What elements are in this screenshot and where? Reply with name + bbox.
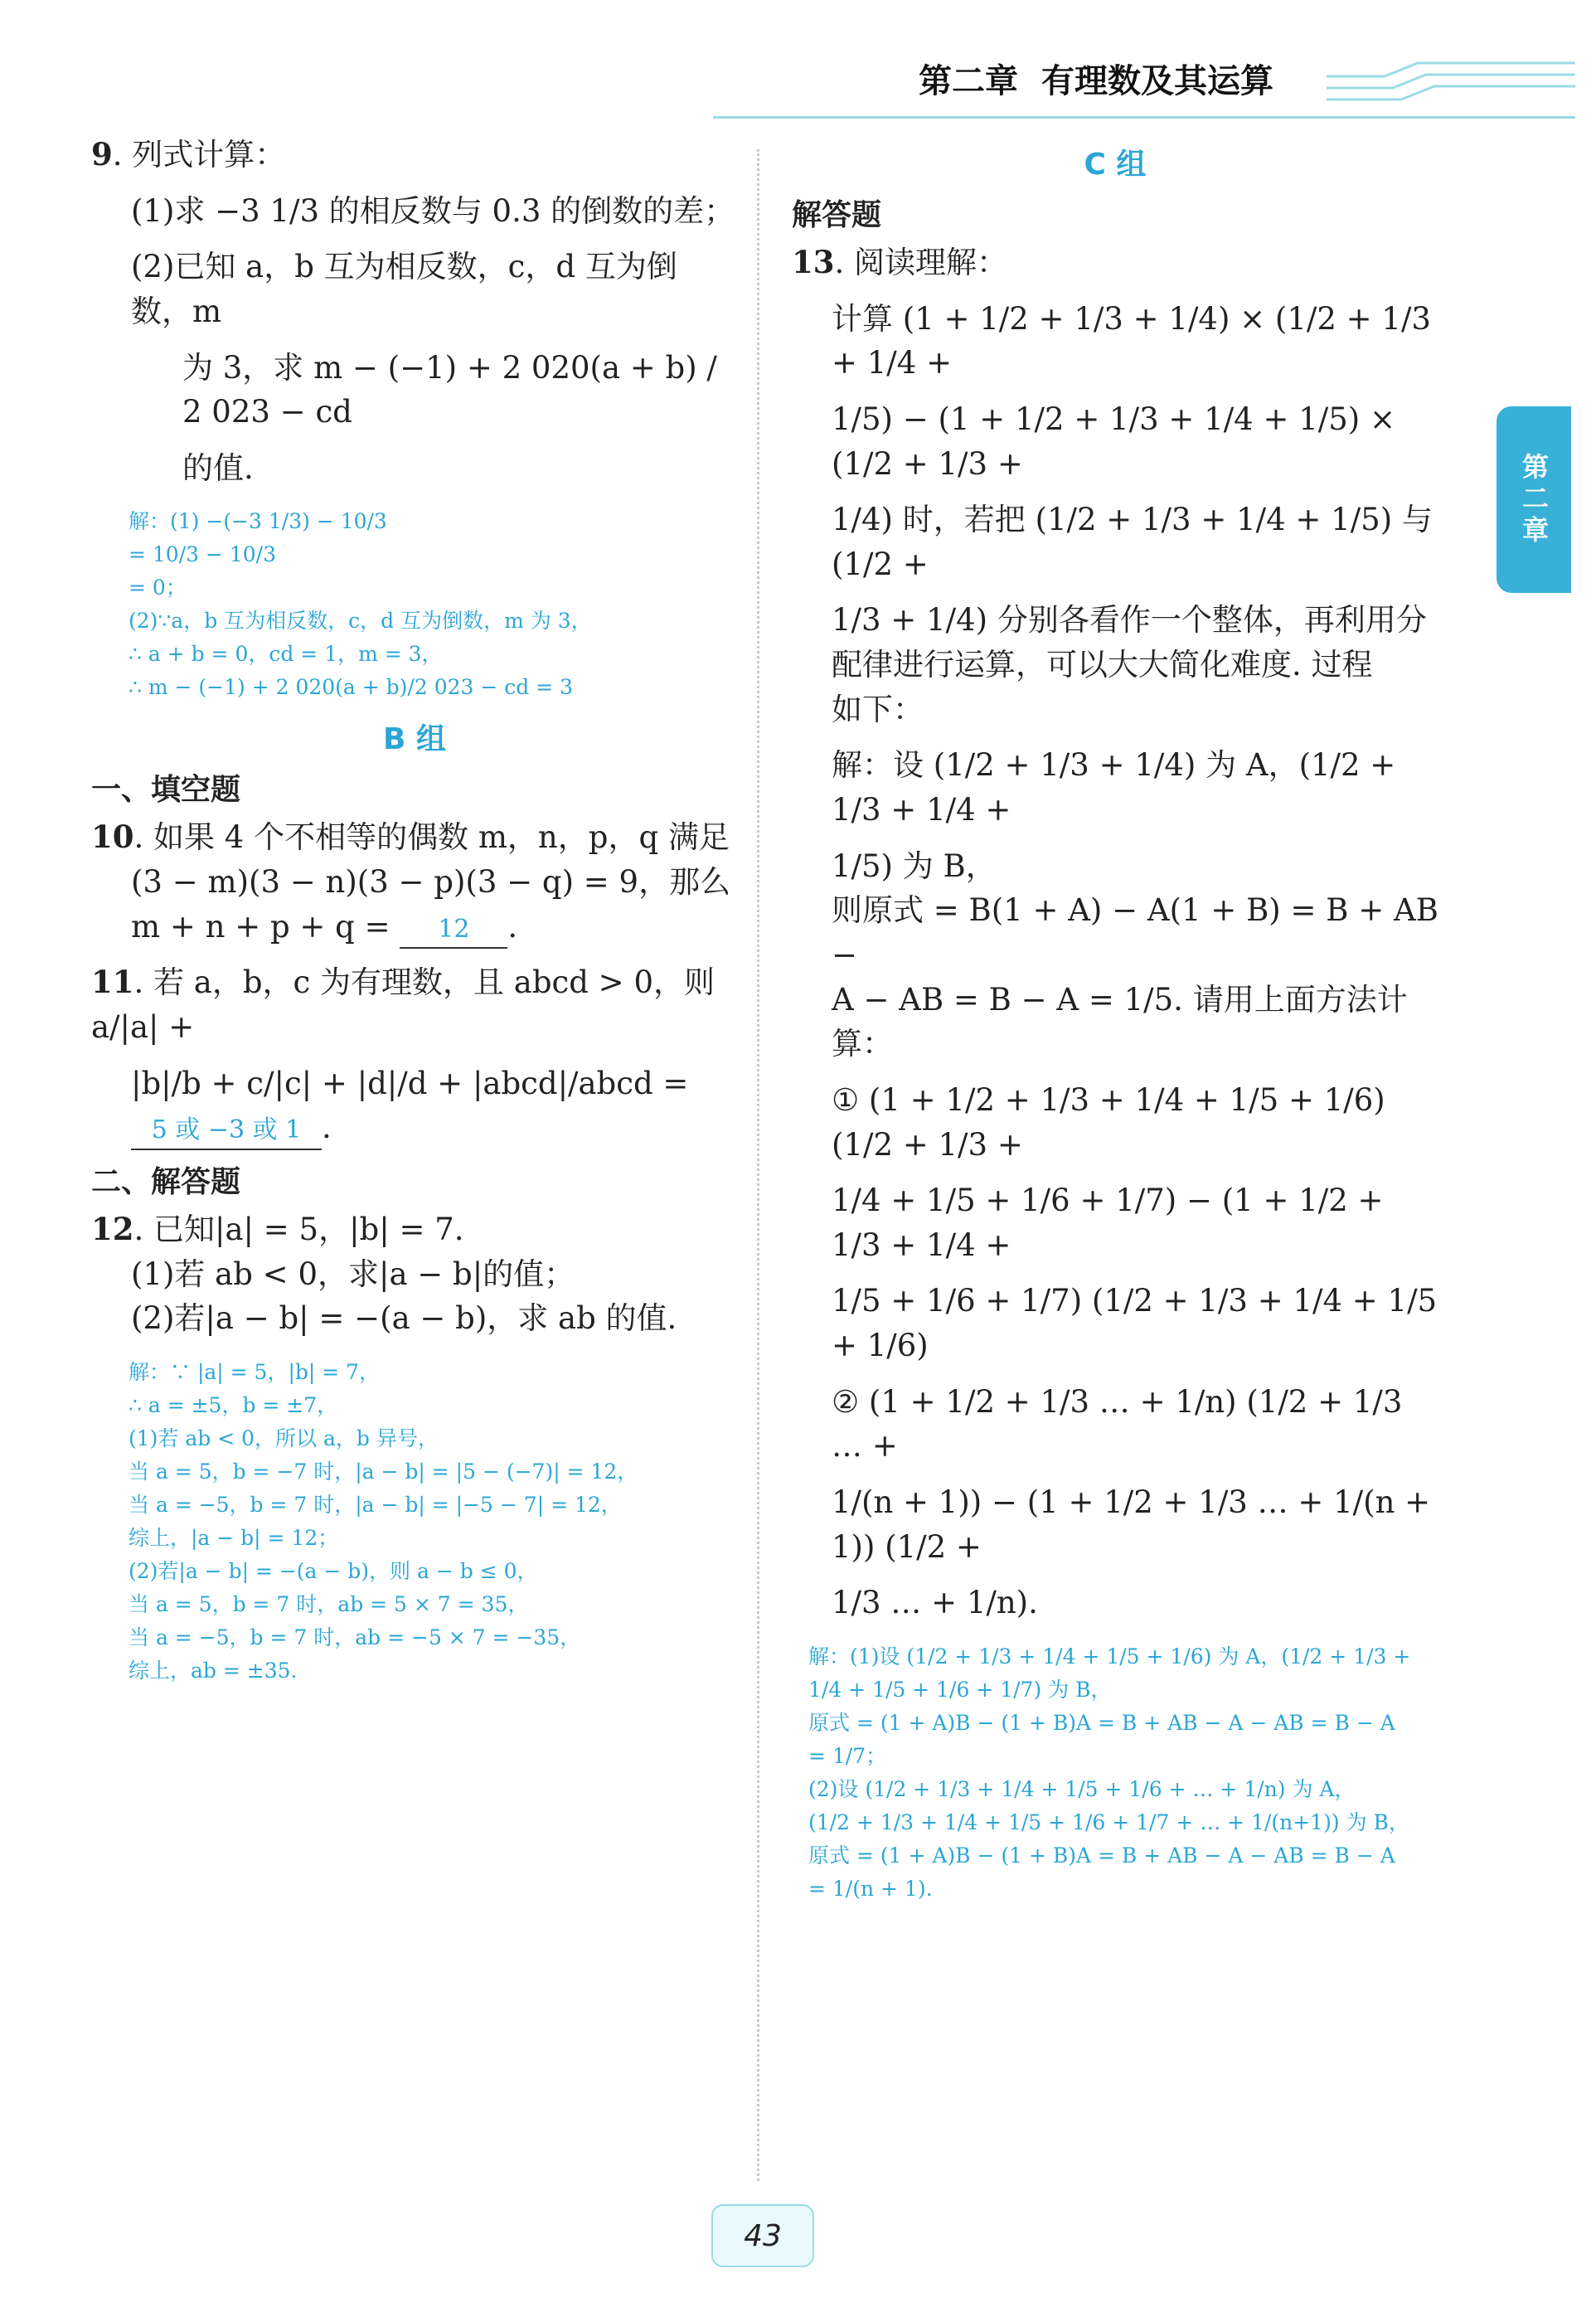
question-10-line3: m + n + p + q = 12 .: [91, 905, 738, 950]
question-9-part2-end: 的值.: [182, 449, 254, 486]
question-13-line: 配律进行运算，可以大大简化难度. 过程: [832, 647, 1373, 683]
solution-line: (1)若 ab < 0，所以 a，b 异号，: [129, 1426, 439, 1450]
column-divider: [757, 149, 759, 2181]
solution-line: 解：(1)设 (1/2 + 1/3 + 1/4 + 1/5 + 1/6) 为 A，(1/2 + 1/3 +: [808, 1644, 1411, 1669]
answer-blank: 12: [400, 911, 507, 950]
question-12-line1: 12. 已知|a| = 5，|b| = 7.: [91, 1210, 464, 1247]
solution-line: 综上，|a − b| = 12；: [129, 1525, 339, 1550]
solution-9: [129, 505, 738, 704]
question-9-title: 9. 列式计算：: [91, 136, 286, 172]
solution-line: (2)∵a，b 互为相反数，c，d 互为倒数，m 为 3，: [129, 609, 592, 634]
section-answer-c: 解答题: [792, 198, 882, 232]
solution-line: (2)设 (1/2 + 1/3 + 1/4 + 1/5 + 1/6 + … + 1/n) 为 A，: [808, 1776, 1356, 1801]
chapter-label: 第二章: [919, 62, 1018, 100]
question-13-line: 1/5) 为 B，: [832, 848, 997, 884]
question-13-line: 1/5 + 1/6 + 1/7) (1/2 + 1/3 + 1/4 + 1/5 + 1/6): [832, 1283, 1438, 1364]
solution-13: [808, 1640, 1438, 1906]
question-13-line: 如下：: [832, 691, 924, 727]
question-13-line: 1/4) 时，若把 (1/2 + 1/3 + 1/4 + 1/5) 与 (1/2 +: [832, 502, 1433, 582]
solution-line: ∴ m − (−1) + 2 020(a + b)/2 023 − cd = 3: [129, 675, 574, 700]
header-decoration-icon: [1327, 60, 1575, 118]
header-rule: [713, 116, 1575, 119]
question-13-line: 1/5) − (1 + 1/2 + 1/3 + 1/4 + 1/5) × (1/2 + 1/3 +: [832, 401, 1395, 482]
question-9-part2-cont: 为 3，求 m − (−1) + 2 020(a + b) / 2 023 − cd: [182, 349, 717, 430]
group-b-heading: B 组: [383, 722, 446, 757]
group-c-heading: C 组: [1084, 148, 1147, 182]
chapter-title: 有理数及其运算: [1041, 62, 1273, 100]
question-10-line2: (3 − m)(3 − n)(3 − p)(3 − q) = 9，那么: [131, 864, 731, 901]
solution-line: ∴ a = ±5，b = ±7，: [129, 1392, 338, 1417]
section-answer: 二、解答题: [91, 1164, 241, 1199]
question-13-line: 1/3 + 1/4) 分别各看作一个整体，再利用分: [832, 602, 1427, 639]
solution-line: = 0；: [129, 576, 187, 600]
question-13-line: A − AB = B − A = 1/5. 请用上面方法计算：: [832, 981, 1408, 1062]
page-number: 43: [711, 2204, 814, 2267]
solution-line: = 1/7；: [808, 1743, 887, 1768]
question-13-line: 则原式 = B(1 + A) − A(1 + B) = B + AB −: [832, 892, 1438, 973]
solution-line: 解：∵ |a| = 5，|b| = 7，: [129, 1359, 381, 1384]
question-10-line1: 10. 如果 4 个不相等的偶数 m，n，p，q 满足: [91, 818, 730, 856]
solution-line: (2)若|a − b| = −(a − b)，则 a − b ≤ 0，: [129, 1558, 538, 1583]
question-13-line: 计算 (1 + 1/2 + 1/3 + 1/4) × (1/2 + 1/3 + 1/4 +: [832, 300, 1431, 381]
solution-line: 当 a = 5，b = 7 时，ab = 5 × 7 = 35，: [129, 1591, 529, 1616]
answer-blank: 5 或 −3 或 1: [131, 1112, 322, 1150]
solution-line: (1/2 + 1/3 + 1/4 + 1/5 + 1/6 + 1/7 + … + 1/(n+1)) 为 B，: [808, 1809, 1409, 1834]
question-9-part1: (1)求 −3 1/3 的相反数与 0.3 的倒数的差；: [131, 192, 735, 229]
section-fill-blank: 一、填空题: [91, 773, 241, 808]
question-13-line: 1/4 + 1/5 + 1/6 + 1/7) − (1 + 1/2 + 1/3 + 1/4 +: [832, 1183, 1384, 1263]
solution-line: = 10/3 − 10/3: [129, 542, 277, 567]
question-13-line: ② (1 + 1/2 + 1/3 … + 1/n) (1/2 + 1/3 … +: [832, 1383, 1403, 1465]
solution-line: = 1/(n + 1).: [808, 1876, 933, 1901]
left-column: [91, 133, 738, 1699]
question-13-line: 1/(n + 1)) − (1 + 1/2 + 1/3 … + 1/(n + 1)) (1/2 +: [832, 1484, 1431, 1565]
solution-line: 原式 = (1 + A)B − (1 + B)A = B + AB − A − AB = B − A: [808, 1843, 1395, 1868]
question-12-part2: (2)若|a − b| = −(a − b)，求 ab 的值.: [131, 1300, 677, 1337]
right-column: [792, 133, 1438, 1917]
solution-12: [129, 1356, 738, 1688]
solution-line: 解：(1) −(−3 1/3) − 10/3: [129, 509, 387, 534]
question-11-line1: 11. 若 a，b，c 为有理数，且 abcd > 0，则 a/|a| +: [91, 964, 715, 1046]
question-12-part1: (1)若 ab < 0，求|a − b|的值；: [131, 1256, 575, 1292]
question-11-line2: |b|/b + c/|c| + |d|/d + |abcd|/abcd = 5 或 −3 或 1 .: [91, 1061, 738, 1150]
solution-line: 1/4 + 1/5 + 1/6 + 1/7) 为 B，: [808, 1677, 1112, 1702]
solution-line: 综上，ab = ±35.: [129, 1658, 298, 1683]
chapter-side-tab: 第二章: [1497, 406, 1571, 593]
question-13-title: 13. 阅读理解：: [792, 244, 1008, 280]
question-13-line: 1/3 … + 1/n).: [832, 1585, 1038, 1621]
solution-line: 原式 = (1 + A)B − (1 + B)A = B + AB − A − AB = B − A: [808, 1710, 1395, 1735]
solution-line: 当 a = −5，b = 7 时，|a − b| = |−5 − 7| = 12，: [129, 1492, 622, 1517]
page-header: [919, 55, 1297, 102]
question-13-line: 解：设 (1/2 + 1/3 + 1/4) 为 A，(1/2 + 1/3 + 1/4 +: [832, 747, 1396, 828]
question-9-part2: (2)已知 a，b 互为相反数，c，d 互为倒数，m: [131, 249, 677, 329]
solution-line: ∴ a + b = 0，cd = 1，m = 3，: [129, 642, 443, 667]
solution-line: 当 a = −5，b = 7 时，ab = −5 × 7 = −35，: [129, 1625, 581, 1649]
solution-line: 当 a = 5，b = −7 时，|a − b| = |5 − (−7)| = 12，: [129, 1459, 638, 1484]
question-13-line: ① (1 + 1/2 + 1/3 + 1/4 + 1/5 + 1/6) (1/2 + 1/3 +: [832, 1081, 1385, 1163]
